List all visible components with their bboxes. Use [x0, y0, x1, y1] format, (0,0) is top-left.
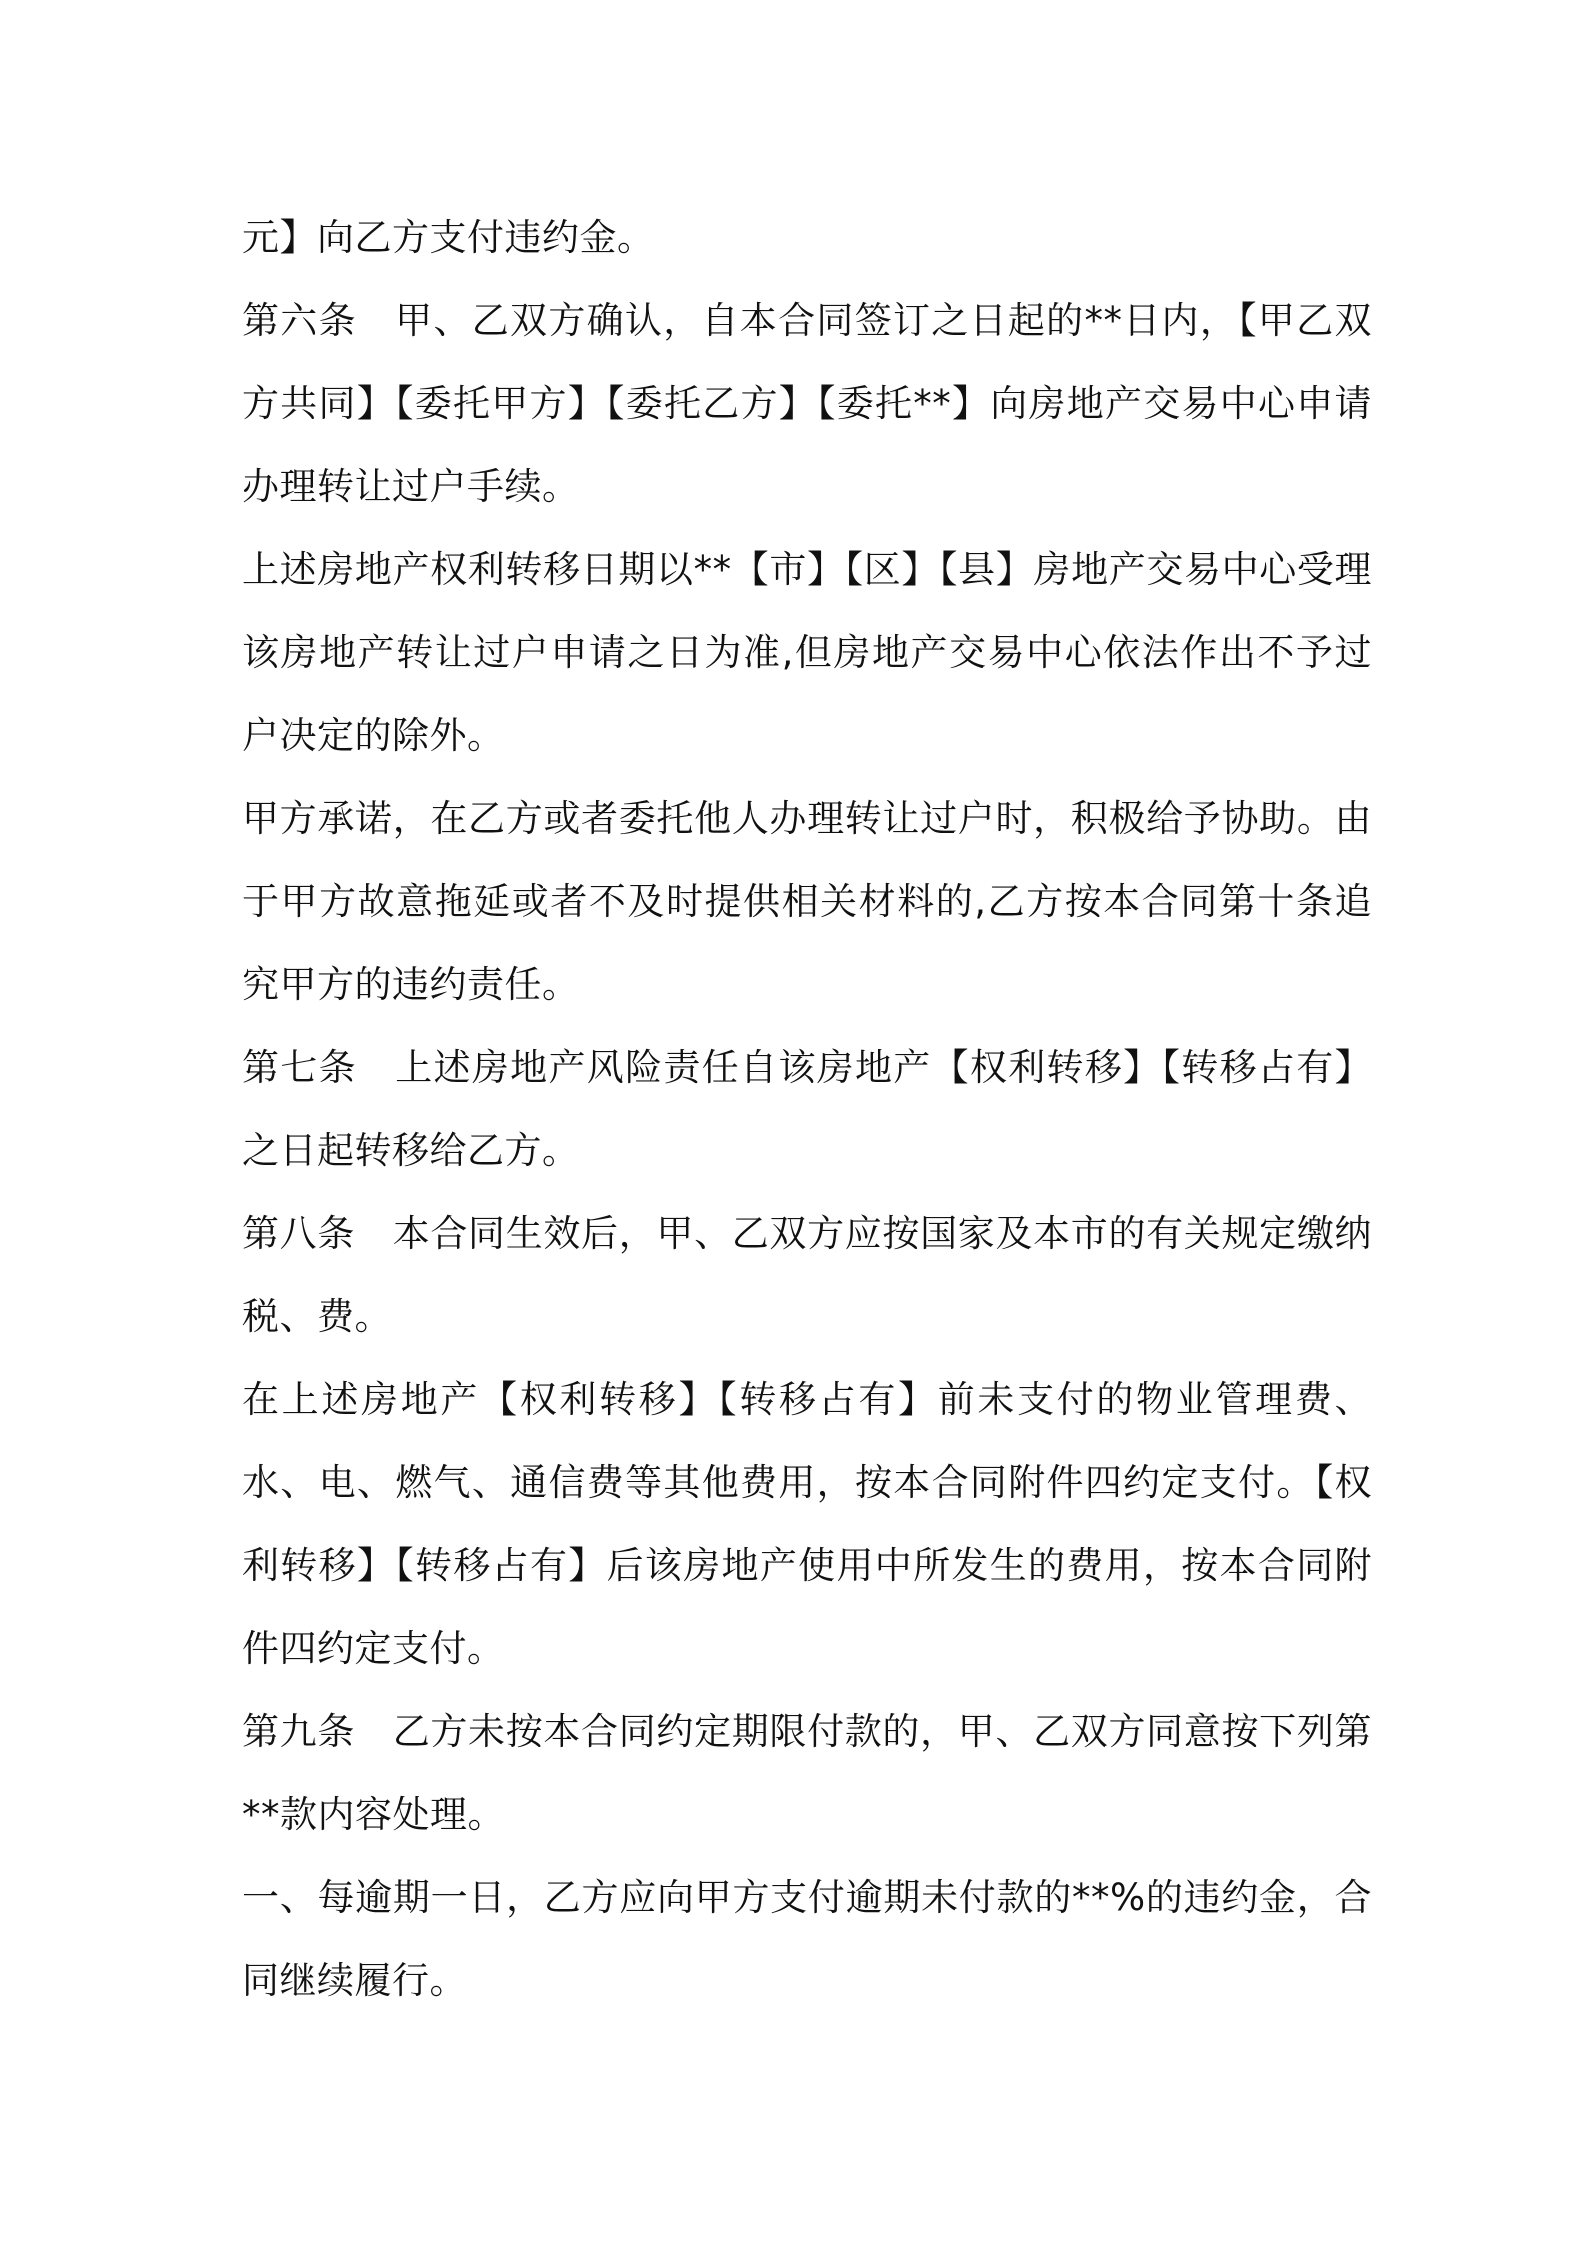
paragraph-seller-commitment: 甲方承诺，在乙方或者委托他人办理转让过户时，积极给予协助。由于甲方故意拖延或者不及时提供相关材料的,乙方按本合同第十条追究甲方的违约责任。 — [242, 797, 1372, 1006]
paragraph-transfer-date: 上述房地产权利转移日期以**【市】【区】【县】房地产交易中心受理该房地产转让过户申请之日为准,但房地产交易中心依法作出不予过户决定的除外。 — [242, 548, 1372, 757]
paragraph-clause-1: 一、每逾期一日，乙方应向甲方支付逾期未付款的**%的违约金，合同继续履行。 — [242, 1876, 1372, 2002]
paragraph-fees: 在上述房地产【权利转移】【转移占有】前未支付的物业管理费、水、电、燃气、通信费等其他费用，按本合同附件四约定支付。【权利转移】【转移占有】后该房地产使用中所发生的费用，按本合同附件四约定支付。 — [242, 1378, 1372, 1670]
paragraph-article-9: 第九条 乙方未按本合同约定期限付款的，甲、乙双方同意按下列第**款内容处理。 — [242, 1710, 1372, 1836]
paragraph-penalty-end: 元】向乙方支付违约金。 — [242, 216, 655, 259]
paragraph-article-7: 第七条 上述房地产风险责任自该房地产【权利转移】【转移占有】之日起转移给乙方。 — [242, 1046, 1372, 1172]
paragraph-article-8: 第八条 本合同生效后，甲、乙双方应按国家及本市的有关规定缴纳税、费。 — [242, 1212, 1372, 1338]
paragraph-article-6: 第六条 甲、乙双方确认，自本合同签订之日起的**日内，【甲乙双方共同】【委托甲方】【委托乙方】【委托**】向房地产交易中心申请办理转让过户手续。 — [242, 299, 1372, 508]
contract-body — [242, 196, 1372, 2022]
